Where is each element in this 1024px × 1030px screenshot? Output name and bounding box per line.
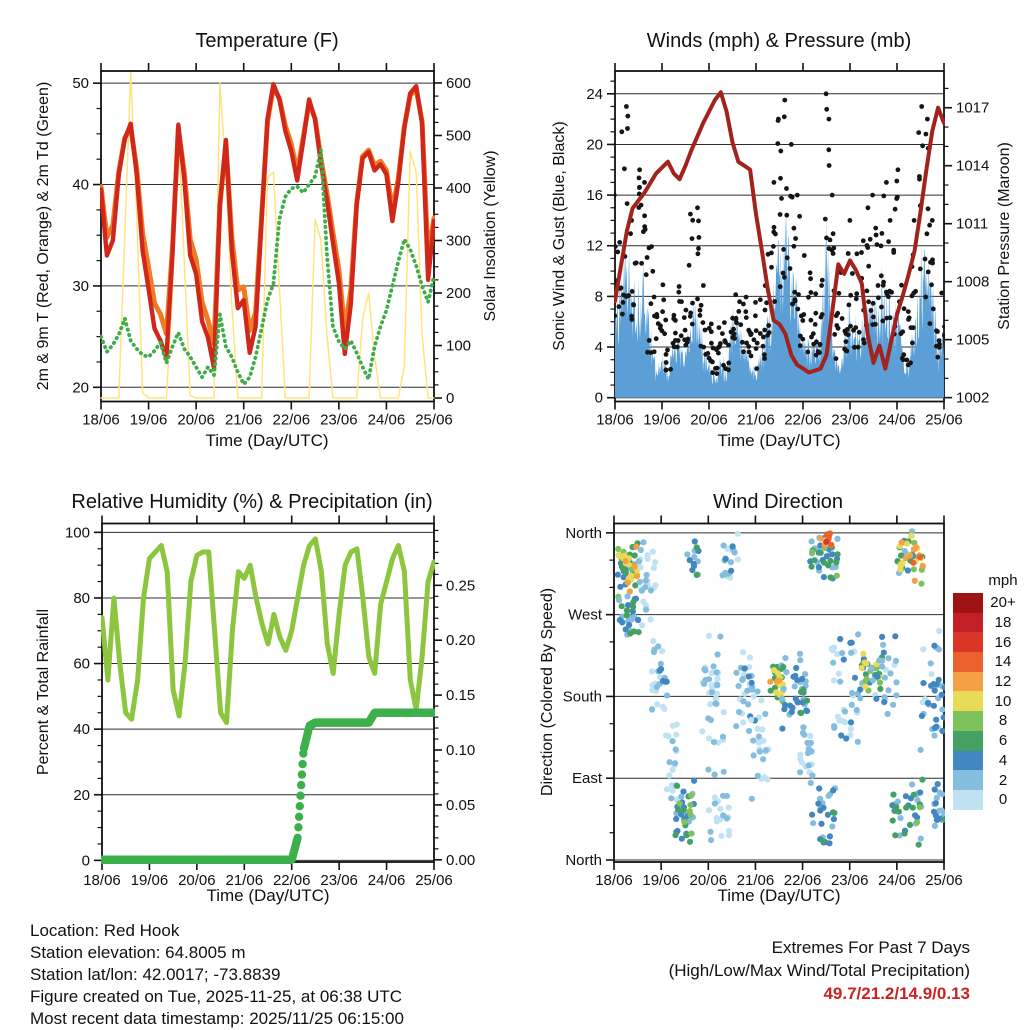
y-tick-label: 100: [64, 524, 90, 542]
x-tick-label: 23/06: [831, 411, 869, 429]
station-latlon: Station lat/lon: 42.0017; -73.8839: [30, 965, 281, 984]
temperature-left-axis-label: 2m & 9m T (Red, Orange) & 2m Td (Green): [35, 81, 52, 391]
y-tick-label: 1002: [956, 389, 990, 407]
x-tick-label: 22/06: [272, 411, 311, 429]
x-tick-label: 20/06: [178, 872, 216, 889]
legend-colorbar: [953, 593, 1023, 810]
x-tick-label: 20/06: [690, 411, 728, 429]
y-tick-label: 0.25: [446, 577, 476, 595]
legend-entry-18: [953, 613, 1023, 633]
y-tick-label: 0.10: [446, 742, 476, 760]
y-tick-label: East: [571, 770, 602, 788]
legend-entry-12: [953, 672, 1023, 692]
x-tick-label: 25/06: [925, 411, 963, 429]
legend-title: mph: [988, 572, 1018, 589]
y-tick-label: 8: [594, 288, 603, 306]
x-tick-label: 25/06: [925, 872, 963, 889]
legend-label: 12: [994, 673, 1012, 691]
humidity-left-axis-label: Percent & Total Rainfall: [35, 608, 52, 776]
y-tick-label: 1005: [956, 331, 990, 349]
recent-timestamp: Most recent data timestamp: 2025/11/25 06:15:00: [30, 1009, 404, 1028]
x-tick-label: 19/06: [129, 411, 168, 429]
legend-label: 0: [998, 791, 1008, 809]
y-tick-label: 20: [72, 379, 89, 397]
winds-x-axis-label: Time (Day/UTC): [717, 431, 841, 450]
x-tick-label: 23/06: [830, 872, 869, 889]
winds-pressure-plot: [586, 63, 989, 429]
winds-title: Winds (mph) & Pressure (mb): [646, 30, 912, 52]
y-tick-label: 1017: [956, 99, 990, 117]
y-tick-label: 16: [586, 187, 603, 205]
legend-label: 14: [994, 653, 1012, 671]
x-tick-label: 24/06: [878, 872, 916, 889]
x-tick-label: 21/06: [737, 411, 775, 429]
y-tick-label: 100: [446, 337, 472, 355]
x-tick-label: 25/06: [415, 872, 453, 889]
legend-entry-10: [953, 691, 1023, 711]
humidity-title: Relative Humidity (%) & Precipitation (in): [71, 491, 433, 513]
y-tick-label: 1014: [956, 157, 990, 175]
y-tick-label: 0: [594, 389, 603, 407]
x-tick-label: 19/06: [130, 872, 169, 889]
direction-dots: [615, 528, 948, 848]
x-tick-label: 24/06: [878, 411, 916, 429]
y-tick-label: 200: [446, 285, 472, 303]
x-tick-label: 21/06: [224, 411, 263, 429]
y-tick-label: North: [565, 852, 602, 870]
wind-direction-title: Wind Direction: [712, 491, 844, 513]
x-tick-label: 19/06: [642, 872, 680, 889]
station-location: Location: Red Hook: [30, 921, 180, 940]
y-tick-label: 40: [72, 176, 89, 194]
x-tick-label: 23/06: [320, 411, 358, 429]
legend-swatch: [953, 711, 983, 731]
extremes-subtitle: (High/Low/Max Wind/Total Precipitation): [668, 961, 970, 980]
y-tick-label: 600: [446, 74, 472, 92]
x-tick-label: 20/06: [689, 872, 728, 889]
legend-label: 4: [998, 751, 1008, 769]
y-tick-label: 0.00: [446, 851, 476, 869]
y-tick-label: 500: [446, 127, 472, 145]
x-tick-label: 18/06: [82, 411, 120, 429]
legend-entry-8: [953, 711, 1023, 731]
wind-speed-legend: [953, 572, 1023, 810]
temperature-title: Temperature (F): [195, 30, 339, 52]
legend-entry-16: [953, 632, 1023, 652]
legend-label: 16: [994, 633, 1012, 651]
y-tick-label: South: [562, 688, 602, 706]
winds-left-axis-label: Sonic Wind & Gust (Blue, Black): [551, 121, 568, 351]
wind-direction-left-axis-label: Direction (Colored By Speed): [539, 587, 556, 797]
y-tick-label: 300: [446, 232, 472, 250]
y-tick-label: West: [568, 606, 602, 624]
y-tick-label: 1011: [956, 215, 989, 233]
x-tick-label: 22/06: [783, 872, 822, 889]
legend-entry-14: [953, 652, 1023, 672]
legend-label: 2: [998, 771, 1008, 789]
wind-direction-x-axis-label: Time (Day/UTC): [717, 886, 841, 905]
y-tick-label: 12: [586, 237, 603, 255]
y-tick-label: 1008: [956, 273, 990, 291]
humidity-precip-plot: [65, 516, 475, 890]
wind-direction-plot: [563, 516, 963, 890]
y-tick-label: 24: [586, 85, 603, 103]
legend-label: 18: [994, 614, 1012, 632]
y-tick-label: 30: [72, 277, 89, 295]
y-tick-label: 60: [73, 655, 90, 673]
legend-swatch: [953, 632, 983, 652]
x-tick-label: 18/06: [596, 411, 634, 429]
legend-entry-4: [953, 751, 1023, 771]
y-tick-label: 0: [81, 852, 90, 870]
x-tick-label: 21/06: [225, 872, 264, 889]
extremes-block: [570, 936, 970, 1005]
legend-swatch: [953, 613, 983, 633]
x-tick-label: 19/06: [643, 411, 681, 429]
legend-swatch: [953, 790, 983, 810]
y-tick-label: North: [565, 524, 602, 542]
y-tick-label: 40: [73, 721, 90, 739]
legend-swatch: [953, 691, 983, 711]
y-tick-label: 0.05: [446, 796, 476, 814]
y-tick-label: 20: [73, 786, 90, 804]
legend-entry-20plus: [953, 593, 1023, 613]
legend-entry-0: [953, 790, 1023, 810]
legend-entry-6: [953, 731, 1023, 751]
y-tick-label: 20: [586, 136, 603, 154]
extremes-values: 49.7/21.2/14.9/0.13: [823, 984, 970, 1003]
legend-swatch: [953, 731, 983, 751]
y-tick-label: 0: [446, 390, 455, 408]
legend-swatch: [953, 593, 983, 613]
x-tick-label: 18/06: [595, 872, 633, 889]
legend-label: 20+: [990, 594, 1016, 612]
legend-swatch: [953, 770, 983, 790]
station-info: [30, 920, 404, 1030]
x-tick-label: 20/06: [177, 411, 215, 429]
figure-created: Figure created on Tue, 2025-11-25, at 06:38 UTC: [30, 987, 403, 1006]
temperature-plot: [72, 63, 471, 429]
x-tick-label: 24/06: [367, 872, 406, 889]
x-tick-label: 24/06: [367, 411, 406, 429]
y-tick-label: 80: [73, 589, 90, 607]
precip-dots: [98, 709, 438, 865]
x-tick-label: 22/06: [784, 411, 822, 429]
legend-swatch: [953, 751, 983, 771]
x-tick-label: 23/06: [320, 872, 358, 889]
legend-entry-2: [953, 770, 1023, 790]
legend-label: 8: [998, 712, 1008, 730]
y-tick-label: 50: [72, 75, 89, 93]
legend-swatch: [953, 652, 983, 672]
station-elevation: Station elevation: 64.8005 m: [30, 943, 246, 962]
y-tick-label: 4: [594, 339, 603, 357]
x-tick-label: 25/06: [415, 411, 453, 429]
extremes-title: Extremes For Past 7 Days: [771, 938, 970, 957]
y-tick-label: 0.15: [446, 687, 476, 705]
x-tick-label: 21/06: [736, 872, 775, 889]
temperature-right-axis-label: Solar Insolation (Yellow): [482, 150, 499, 322]
x-tick-label: 22/06: [272, 872, 311, 889]
legend-swatch: [953, 672, 983, 692]
y-tick-label: 400: [446, 179, 472, 197]
y-tick-label: 0.20: [446, 632, 476, 650]
legend-label: 10: [994, 692, 1012, 710]
legend-label: 6: [998, 732, 1008, 750]
temperature-x-axis-label: Time (Day/UTC): [205, 431, 329, 450]
humidity-x-axis-label: Time (Day/UTC): [206, 886, 330, 905]
winds-right-axis-label: Station Pressure (Maroon): [996, 142, 1013, 330]
x-tick-label: 18/06: [83, 872, 121, 889]
